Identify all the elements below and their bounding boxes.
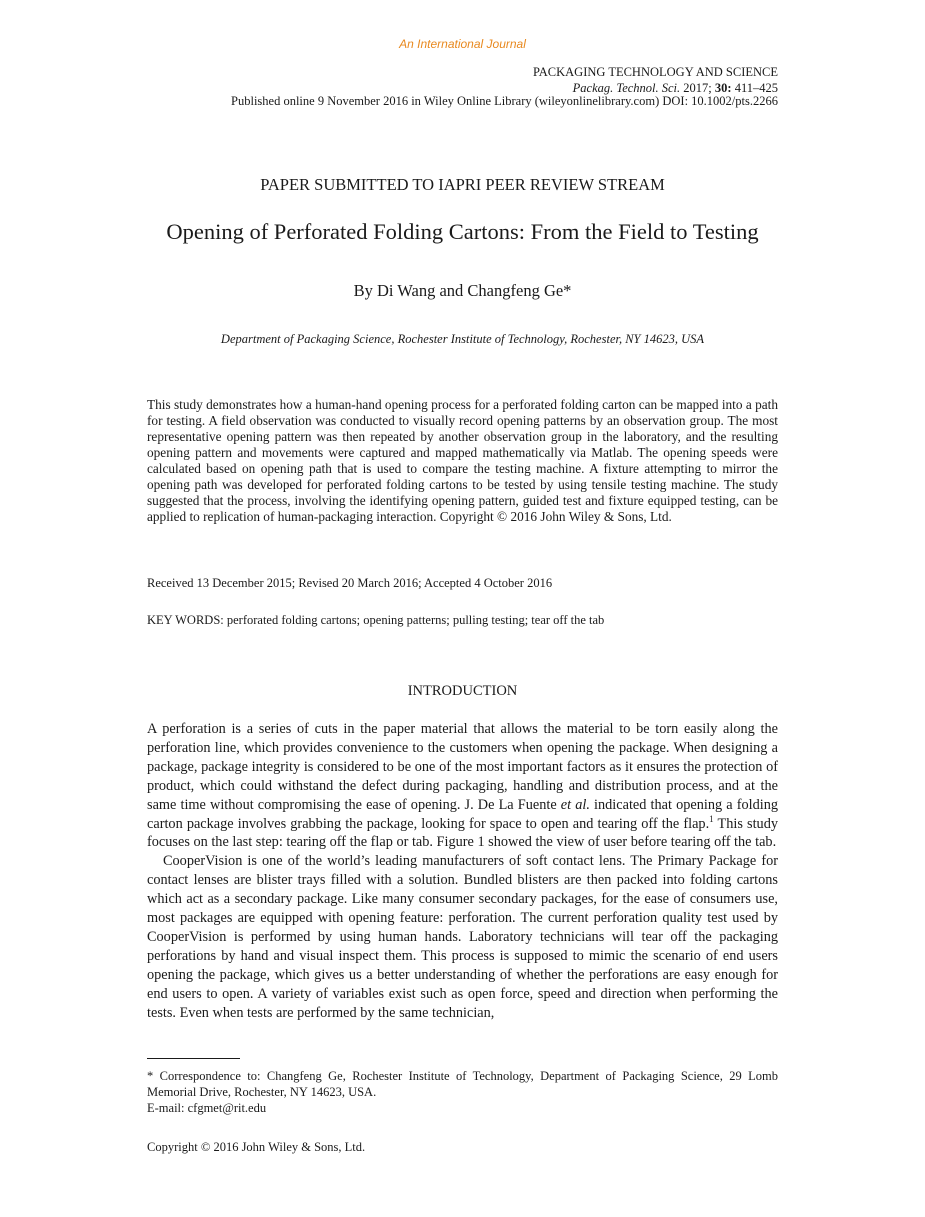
- received-dates: Received 13 December 2015; Revised 20 March 2016; Accepted 4 October 2016: [147, 576, 553, 590]
- paper-title: Opening of Perforated Folding Cartons: From the Field to Testing: [166, 219, 759, 244]
- correspondence-address: * Correspondence to: Changfeng Ge, Rochester Institute of Technology, Department of Packaging Science, 29 Lomb Memorial Drive, Rochester, NY 14623, USA.: [147, 1069, 778, 1099]
- correspondence-footnote: [147, 1068, 778, 1116]
- intro-p1-text-a: A perforation is a series of cuts in the paper material that allows the material to be torn easily along the perforation line, which provides convenience to the customers when opening the package. When designing a package, package integrity is considered to be one of the most important factors as it ensures the protection of product, which could withstand the defect during packaging, handling and distribution process, and at the same time without compromising the ease of opening. J. De La Fuente: [147, 721, 778, 813]
- abstract: This study demonstrates how a human-hand opening process for a perforated folding carton can be mapped into a path for testing. A field observation was conducted to visually record opening patterns by an observation group. The most representative opening pattern was then repeated by another observation group in the laboratory, and the resulting opening pattern and movements were captured and mapped mathematically via Matlab. The opening speeds were calculated based on opening path that is used to compare the testing machine. A fixture attempting to mirror the opening path was developed for perforated folding cartons to be tested by using tensile testing machine. The study suggested that the process, involving the identifying opening pattern, guided test and fixture equipped testing, can be applied to replication of human-packaging interaction. Copyright © 2016 John Wiley & Sons, Ltd.: [147, 397, 778, 524]
- affiliation: Department of Packaging Science, Rochester Institute of Technology, Rochester, NY 14623, USA: [220, 332, 705, 346]
- stream-label: PAPER SUBMITTED TO IAPRI PEER REVIEW STREAM: [260, 175, 665, 194]
- reference-marker[interactable]: 1: [709, 813, 714, 824]
- journal-name: PACKAGING TECHNOLOGY AND SCIENCE: [532, 65, 778, 79]
- published-line: Published online 9 November 2016 in Wiley Online Library (wileyonlinelibrary.com) DOI: 10.1002/pts.2266: [231, 94, 778, 108]
- intro-p1-text-c: This study focuses on the last step: tearing off the flap or tab. Figure 1 showed the view of user before tearing off the tab.: [147, 815, 778, 851]
- citation-year: 2017;: [683, 81, 712, 95]
- footnote-divider: [147, 1058, 240, 1059]
- citation-abbrev: Packag. Technol. Sci.: [572, 81, 681, 95]
- section-heading-introduction: INTRODUCTION: [407, 683, 518, 699]
- intro-p1-etal: et al.: [560, 796, 590, 813]
- authors: By Di Wang and Changfeng Ge*: [353, 281, 572, 300]
- keywords: KEY WORDS: perforated folding cartons; opening patterns; pulling testing; tear off the tab: [147, 613, 605, 627]
- citation-pages: 411–425: [734, 81, 778, 95]
- introduction-body: [147, 720, 778, 1023]
- copyright-notice: Copyright © 2016 John Wiley & Sons, Ltd.: [147, 1140, 366, 1154]
- journal-tagline: An International Journal: [399, 37, 526, 51]
- intro-paragraph-2: CooperVision is one of the world’s leading manufacturers of soft contact lens. The Primary Package for contact lenses are blister trays filled with a solution. Bundled blisters are then packed into folding cartons which act as a secondary package. Like many consumer secondary packages, for the ease of consumers use, most packages are equipped with opening feature: perforation. The current perforation quality test used by CooperVision is performed by using human hands. Laboratory technicians will tear off the packaging perforations by hand and visual inspect them. This process is supposed to mimic the scenario of end users opening the package, which gives us a better understanding of whether the perforations are easy enough for end users to open. A variety of variables exist such as open force, speed and direction when performing the tests. Even when tests are performed by the same technician,: [147, 853, 778, 1021]
- intro-p1-text-b: indicated that opening a folding carton package involves grabbing the package, looking for space to open and tearing off the flap.: [147, 796, 778, 832]
- citation-volume: 30:: [714, 81, 732, 95]
- correspondence-email[interactable]: E-mail: cfgmet@rit.edu: [147, 1101, 267, 1115]
- intro-paragraph-1: [147, 720, 778, 852]
